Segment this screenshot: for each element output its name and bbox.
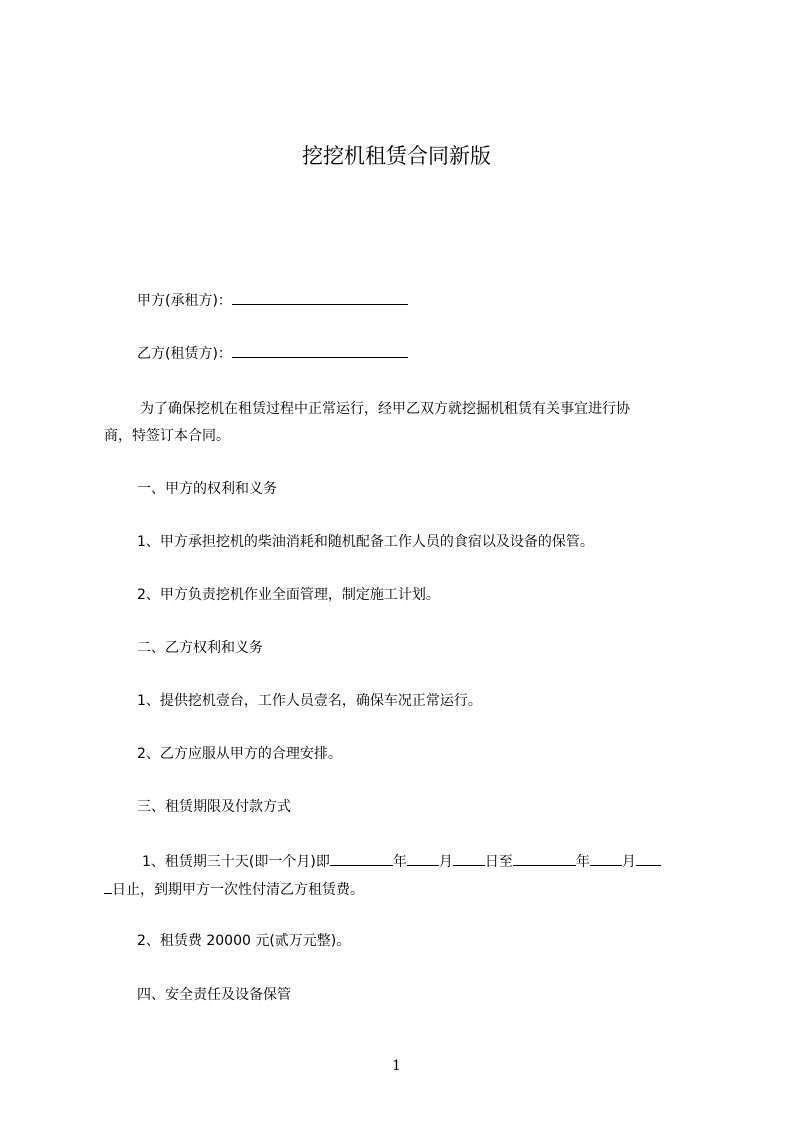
end-day-blank-part-1 [636,851,661,866]
section-2-heading: 二、乙方权利和义务 [137,640,263,656]
lease-term-prefix: 1、租赁期三十天(即一个月)即 [142,854,330,870]
end-day-blank-part-2 [104,879,112,894]
section-4-heading: 四、安全责任及设备保管 [137,987,291,1003]
party-b-label: 乙方(租赁方)： [137,346,232,362]
section-3-item-1-line-1 [104,851,742,872]
party-a-label: 甲方(承租方)： [137,293,232,309]
section-1-item-2: 2、甲方负责挖机作业全面管理，制定施工计划。 [137,587,440,603]
party-a-blank [232,290,408,305]
party-b-line [104,343,737,364]
section-3-item-1-line-2 [104,879,704,900]
page-number: 1 [392,1058,401,1074]
section-3-heading: 三、租赁期限及付款方式 [137,799,291,815]
section-3-item-2: 2、租赁费 20000 元(贰万元整)。 [137,933,351,949]
section-2-item-1: 1、提供挖机壹台，工作人员壹名，确保车况正常运行。 [137,693,482,709]
party-b-blank [232,343,408,358]
end-year-blank [513,851,576,866]
end-month-unit: 月 [621,854,636,870]
start-year-blank [330,851,393,866]
section-1-heading: 一、甲方的权利和义务 [137,481,277,497]
document-title: 挖挖机租赁合同新版 [302,144,491,168]
start-day-blank [453,851,485,866]
lease-term-suffix: 日止，到期甲方一次性付清乙方租赁费。 [112,882,364,898]
party-a-line [104,290,737,311]
end-month-blank [590,851,622,866]
end-year-unit: 年 [575,854,590,870]
start-month-unit: 月 [438,854,453,870]
start-year-unit: 年 [392,854,407,870]
section-1-item-1: 1、甲方承担挖机的柴油消耗和随机配备工作人员的食宿以及设备的保管。 [137,534,594,550]
intro-line-2: 商，特签订本合同。 [104,428,230,444]
start-day-to: 日至 [484,854,513,870]
intro-line-1: 为了确保挖机在租赁过程中正常运行，经甲乙双方就挖掘机租赁有关事宜进行协 [140,401,630,417]
section-2-item-2: 2、乙方应服从甲方的合理安排。 [137,746,342,762]
start-month-blank [407,851,439,866]
